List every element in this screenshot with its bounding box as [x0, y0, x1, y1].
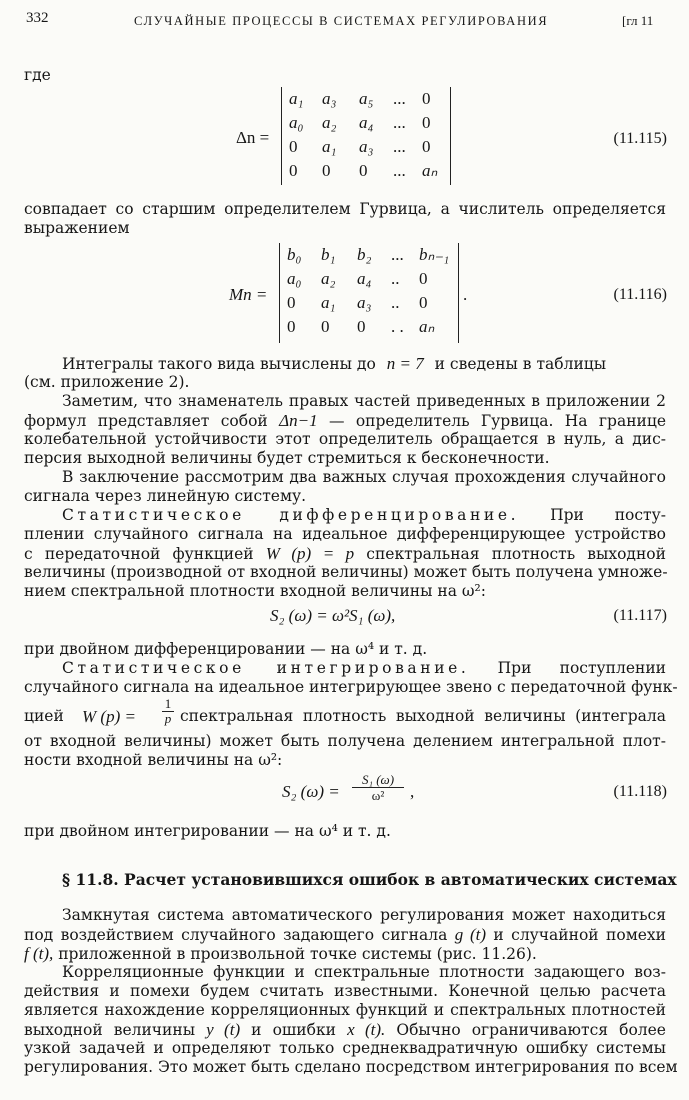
- equation-11-117: S₂ (ω) = ω²S₁ (ω),: [270, 606, 396, 625]
- eq116-lhs: Mn =: [229, 285, 268, 304]
- text-line: Заметим, что знаменатель правых частей приведенных в приложении 2: [62, 392, 666, 410]
- text-line: персия выходной величины будет стремиться к бесконечности.: [24, 449, 550, 467]
- matrix-cell: ...: [393, 161, 406, 180]
- text-where: где: [24, 66, 51, 84]
- matrix-cell: aₙ: [419, 317, 435, 336]
- section-heading: § 11.8. Расчет установившихся ошибок в автоматических системах: [62, 870, 677, 889]
- matrix-cell: ..: [391, 269, 400, 288]
- matrix-cell: b₀: [287, 245, 302, 264]
- matrix-cell: a₃: [322, 89, 337, 108]
- matrix-cell: 0: [419, 293, 428, 312]
- chapter-marker: [гл 11: [622, 13, 654, 28]
- text-line: Замкнутая система автоматического регулирования может находиться: [62, 906, 666, 924]
- matrix-cell: ...: [393, 113, 406, 132]
- text-line: плении случайного сигнала на идеальное дифференцирующее устройство: [24, 525, 666, 543]
- text-line: при двойном интегрировании — на ω⁴ и т. д.: [24, 822, 391, 840]
- matrix-cell: . .: [391, 317, 404, 336]
- text-line: случайного сигнала на идеальное интегрирующее звено с передаточной функ-: [24, 678, 678, 696]
- matrix-cell: 0: [422, 113, 431, 132]
- matrix-cell: 0: [322, 161, 331, 180]
- matrix-cell: a₁: [321, 293, 336, 312]
- text-line: является нахождение корреляционных функций и спектральных плотностей: [24, 1001, 666, 1019]
- text-line: формул представляет собой Δn−1 — определитель Гурвица. На границе: [24, 411, 666, 430]
- eq118-denominator: ω²: [371, 788, 385, 803]
- matrix-cell: a₅: [359, 89, 374, 108]
- eq-number-11-118: (11.118): [613, 783, 667, 800]
- matrix-cell: a₄: [359, 113, 374, 132]
- text-line: сигнала через линейную систему.: [24, 487, 307, 505]
- text-line: выходной величины y (t) и ошибки x (t). Обычно ограничиваются более: [24, 1020, 666, 1039]
- matrix-cell: 0: [289, 137, 298, 156]
- matrix-cell: ..: [391, 293, 400, 312]
- matrix-cell: a₀: [287, 269, 302, 288]
- text-line: узкой задачей и определяют только среднеквадратичную ошибку системы: [24, 1039, 666, 1057]
- text-line: Статистическое интегрирование. При поступлении: [62, 659, 666, 677]
- text-line: ности входной величины на ω²:: [24, 751, 283, 769]
- matrix-cell: a₃: [357, 293, 372, 312]
- running-title: СЛУЧАЙНЫЕ ПРОЦЕССЫ В СИСТЕМАХ РЕГУЛИРОВАНИЯ: [134, 14, 549, 28]
- text-line: нием спектральной плотности входной величины на ω²:: [24, 582, 486, 600]
- text-line: с передаточной функцией W (p) = p спектральная плотность выходной: [24, 544, 666, 563]
- text-line: регулирования. Это может быть сделано посредством интегрирования по всем: [24, 1058, 678, 1076]
- matrix-cell: 0: [321, 317, 330, 336]
- matrix-cell: a₁: [322, 137, 337, 156]
- matrix-cell: 0: [287, 293, 296, 312]
- matrix-cell: ...: [391, 245, 404, 264]
- text-line: Интегралы такого вида вычислены до n = 7 и сведены в таблицы: [62, 354, 607, 373]
- text-line: колебательной устойчивости этот определитель обращается в нуль, а дис-: [24, 430, 666, 448]
- text-line: В заключение рассмотрим два важных случая прохождения случайного: [62, 468, 666, 486]
- matrix-cell: ...: [393, 89, 406, 108]
- eq115-lhs: Δn =: [236, 128, 270, 147]
- text-line: от входной величины) может быть получена делением интегральной плот-: [24, 732, 666, 750]
- matrix-cell: a₂: [322, 113, 337, 132]
- matrix-cell: 0: [359, 161, 368, 180]
- matrix-cell: b₂: [357, 245, 372, 264]
- matrix-cell: a₄: [357, 269, 372, 288]
- matrix-cell: 0: [357, 317, 366, 336]
- matrix-cell: a₂: [321, 269, 336, 288]
- matrix-cell: ...: [393, 137, 406, 156]
- text-line: (см. приложение 2).: [24, 373, 190, 391]
- matrix-cell: a₁: [289, 89, 304, 108]
- text-line: f (t), приложенной в произвольной точке системы (рис. 11.26).: [24, 944, 537, 963]
- subheading-integration: Статистическое интегрирование.: [62, 659, 470, 677]
- text-line: Статистическое дифференцирование. При посту-: [62, 506, 666, 524]
- matrix-cell: 0: [289, 161, 298, 180]
- text-line: под воздействием случайного задающего сигнала g (t) и случайной помехи: [24, 925, 666, 944]
- text-line: при двойном дифференцировании — на ω⁴ и т. д.: [24, 640, 428, 658]
- matrix-cell: aₙ: [422, 161, 438, 180]
- matrix-cell: b₁: [321, 245, 336, 264]
- eq118-numerator: S₁ (ω): [352, 772, 404, 788]
- matrix-cell: a₃: [359, 137, 374, 156]
- eq118-fraction: [352, 772, 404, 803]
- matrix-cell: 0: [419, 269, 428, 288]
- eq-number-11-117: (11.117): [613, 607, 667, 624]
- matrix-cell: 0: [287, 317, 296, 336]
- text-line: выражением: [24, 219, 130, 237]
- eq-number-11-116: (11.116): [613, 286, 667, 303]
- text-line: действия и помехи будем считать известными. Конечной целью расчета: [24, 982, 666, 1000]
- eq116-period: .: [463, 285, 468, 304]
- text-line: цией W (p) = 1 p спектральная плотность выходной величины (интеграла: [24, 696, 666, 726]
- matrix-cell: bₙ₋₁: [419, 245, 450, 264]
- text-line: величины (производной от входной величины) может быть получена умноже-: [24, 563, 668, 581]
- subheading-differentiation: Статистическое дифференцирование.: [62, 506, 520, 524]
- eq118-comma: ,: [410, 782, 415, 801]
- eq-number-11-115: (11.115): [613, 130, 667, 147]
- text-line: совпадает со старшим определителем Гурвица, а числитель определяется: [24, 200, 666, 218]
- matrix-cell: a₀: [289, 113, 304, 132]
- page-number: 332: [26, 10, 49, 26]
- eq118-lhs: S₂ (ω) =: [282, 782, 340, 801]
- matrix-cell: 0: [422, 89, 431, 108]
- matrix-cell: 0: [422, 137, 431, 156]
- text-line: Корреляционные функции и спектральные плотности задающего воз-: [62, 963, 666, 981]
